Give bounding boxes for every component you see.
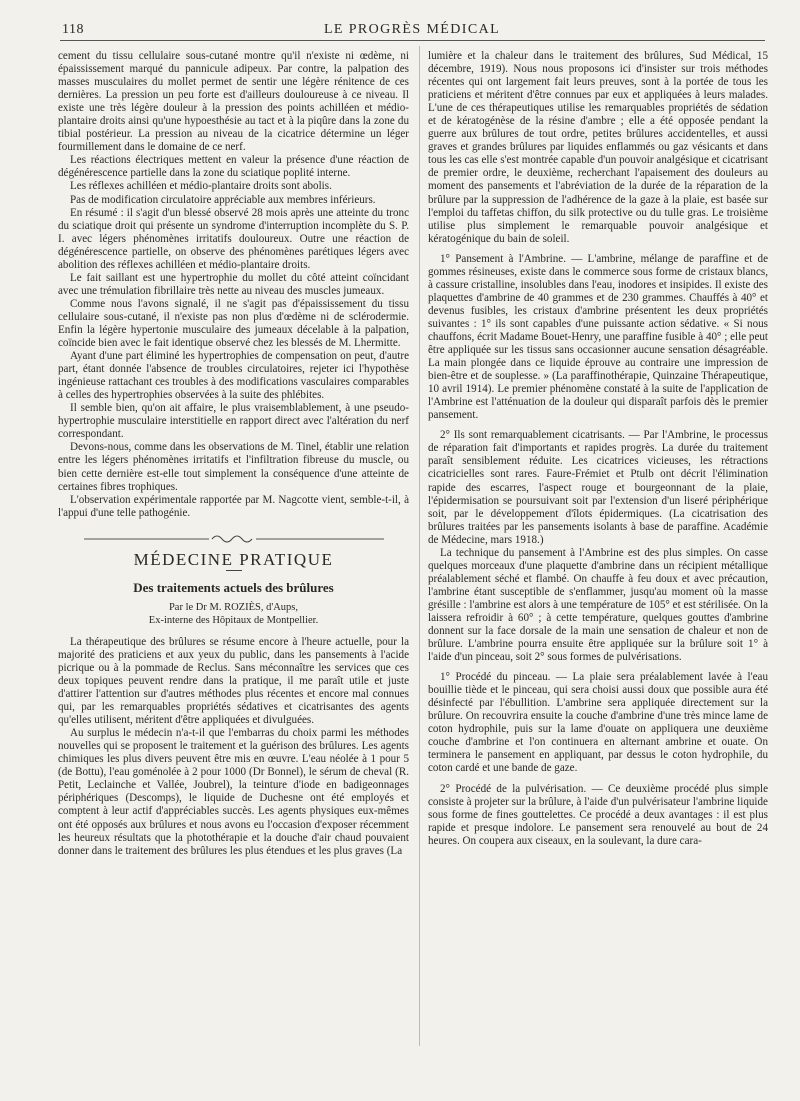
page-number: 118	[62, 22, 84, 37]
paragraph: cement du tissu cellulaire sous-cutané montre qu'il n'existe ni œdème, ni épaississement marqué du pannicule adipeux. Par contre, la palpation des masses musculaires du mollet permet de sentir une légère rénitence de ces dernières. La pression un peu forte est d'ailleurs douloureuse à ce niveau. Il existe une très légère douleur à la pression des points achilléen et médio-plantaire droits ainsi qu'une hypoesthésie au tact et à la piqûre dans la zone du tibial postérieur. La pression au niveau de la cicatrice détermine un léger fourmillement dans le domaine de ce nerf.	[58, 50, 409, 154]
page-header	[62, 18, 762, 42]
left-column	[58, 50, 409, 858]
paragraph: La thérapeutique des brûlures se résume encore à l'heure actuelle, pour la majorité des praticiens et aux yeux du public, dans les pansements à l'acide picrique ou à la pommade de Reclus. Sans méconnaître les services que ces deux topiques peuvent rendre dans la pratique, il me paraît utile et juste d'attirer l'attention sur d'autres méthodes plus récentes et encore mal connues qui, par les remarquables propriétés sédatives et cicatrisantes des agents qu'elles utilisent, méritent d'être appliquées et divulguées.	[58, 635, 409, 727]
article-byline: Par le Dr M. ROZIÈS, d'Aups,	[168, 601, 299, 613]
paragraph: 2° Procédé de la pulvérisation. — Ce deuxième procédé plus simple consiste à projeter sur la brûlure, à l'aide d'un pulvérisateur l'ambrine liquide sous forme de fines gouttelettes. Ce procédé a deux avantages : il est plus rapide et presque indolore. Le pansement sera renouvelé au bout de 24 heures. On coupera aux ciseaux, en la soulevant, la dure cara-	[428, 782, 768, 847]
paragraph: Comme nous l'avons signalé, il ne s'agit pas d'épaississement du tissu cellulaire sous-cutané, il n'existe pas non plus d'œdème ni de sclérodermie. Enfin la légère hypertonie musculaire des jumeaux décelable à la palpation, coïncide bien avec le fait identique observé chez les blessés de M. Lhermitte.	[58, 297, 409, 350]
paragraph: La technique du pansement à l'Ambrine est des plus simples. On casse quelques morceaux d'une plaquette d'ambrine dans un récipient métallique préalablement séché et flambé. On chauffe à feu doux et avec précaution, l'ambrine étant susceptible de s'enflammer, jusqu'au moment où la masse grésille : l'ambrine est alors à une température de 105° et est stérilisée. On la laissera refroidir à 60° ; à cette température, quelques gouttes d'ambrine donnent sur la face dorsale de la main une sensation de chaleur et non de brûlure. L'ambrine pourra ensuite être appliquée sur la brûlure soit 1° à l'aide d'un pinceau, soit 2° sous formes de pulvérisations.	[428, 546, 768, 664]
paragraph: Au surplus le médecin n'a-t-il que l'embarras du choix parmi les méthodes nouvelles qui se proposent le traitement et la guérison des brûlures. Les agents chimiques les plus divers peuvent être mis en œuvre. L'eau néolée à 1 pour 5 (de Bottu), l'eau goménolée à 2 pour 1000 (Dr Bonnel), le sérum de cheval (R. Petit, Leclainche et Vallée, Joubrel), la teinture d'iode en badigeonnages périphériques (Descomps), le liquide de Duchesne ont été employés et comptent à leur actif d'appréciables succès. Les agents physiques eux-mêmes ont été opposés aux brûlures et nous avons eu l'occasion d'exposer récemment les heureux résultats que la photothérapie et la douche d'air chaud pouvaient donner dans le traitement des brûlures les plus étendues et les plus graves (La	[58, 727, 409, 857]
section-title: MÉDECINE PRATIQUE	[133, 549, 334, 569]
title-rule	[226, 570, 242, 571]
paragraph: Les réactions électriques mettent en valeur la présence d'une réaction de dégénérescence partielle dans la zone du sciatique poplité interne.	[58, 154, 409, 180]
ornament-divider	[84, 533, 384, 545]
paragraph: lumière et la chaleur dans le traitement des brûlures, Sud Médical, 15 décembre, 1919). Nous nous proposons ici d'insister sur trois méthodes récentes qui ont largement fait leurs preuves, sont à la portée de tous les praticiens et méritent d'être connues par eux et appliquées à leurs malades. L'une de ces thérapeutiques utilise les remarquables propriétés de sédation et de kératogénèse de la résine d'ambre ; elle a été opposée pendant la guerre aux brûlures de tout ordre, petites brûlures accidentelles, et aussi graves et grandes brûlures par liquides enflammés ou gaz vésicants et dans tous les cas elle s'est montrée capable d'un pouvoir analgésique et cicatrisant de premier ordre, le deuxième, recherchant l'apaisement des douleurs au moment des pansements et l'abréviation de la durée de la réparation de la brûlure par la suppression de l'adhérence de la gaze à la plaie, est basée sur l'emploi du taffetas chiffon, du silk protective ou du tulle gras. Le troisième utilise plus simplement le remarquable pouvoir analgésique et kératogénique du bain de soleil.	[428, 50, 768, 245]
article-title: Des traitements actuels des brûlures	[133, 579, 334, 595]
paragraph: Les réflexes achilléen et médio-plantaire droits sont abolis.	[70, 180, 332, 193]
paragraph: Il semble bien, qu'on ait affaire, le plus vraisemblablement, à une pseudo-hypertrophie musculaire interstitielle en rapport direct avec l'altération du nerf correspondant.	[58, 402, 409, 441]
right-column	[428, 50, 768, 848]
paragraph: Devons-nous, comme dans les observations de M. Tinel, établir une relation entre les légers phénomènes irritatifs et l'infiltration fibreuse du muscle, ou bien cette dernière est-elle tout simplement la conséquence d'une atteinte de certaines fibres trophiques.	[58, 441, 409, 493]
journal-title: LE PROGRÈS MÉDICAL	[323, 22, 501, 37]
author-credentials: Ex-interne des Hôpitaux de Montpellier.	[148, 614, 319, 626]
paragraph: Pas de modification circulatoire appréciable aux membres inférieurs.	[70, 193, 376, 206]
paragraph: 1° Pansement à l'Ambrine. — L'ambrine, mélange de paraffine et de gommes résineuses, existe dans le commerce sous forme de cristaux blancs, à cassure cristalline, insolubles dans l'eau, inodores et insipides. Il existe des plaquettes d'ambrine de 40 grammes et de 230 grammes. Chauffés à 40° et devenus fusibles, les cristaux d'ambrine présentent les deux propriétés suivantes : 1° ils sont capables d'une puissante action sédative. « Si nous chauffons, écrit Madame Bouet-Henry, une paraffine fusible à 40° ; elle peut être appliquée sur les tissus sans occasionner aucune sensation désagréable. La main plongée dans ce liquide éprouve au contraire une impression de bien-être et de souplesse. » (La paraffinothérapie, Quinzaine Thérapeutique, 10 avril 1914). Le premier phénomène constaté à la suite de l'application de l'Ambrine est l'atténuation de la douleur qui disparaît parfois dès le premier pansement.	[428, 252, 769, 422]
paragraph: Ayant d'une part éliminé les hypertrophies de compensation on peut, d'autre part, étant donnée l'absence de troubles circulatoires, rejeter ici l'hypothèse ingénieuse rattachant ces troubles à des modifications vasculaires comparables à celles des hypertrophies observées à la suite des phlébites.	[58, 350, 409, 402]
paragraph: 1° Procédé du pinceau. — La plaie sera préalablement lavée à l'eau bouillie tiède et le pinceau, qui sera choisi aussi doux que possible aura été désinfecté par l'ébullition. L'ambrine sera appliquée directement sur la brûlure. On recouvrira ensuite la couche d'ambrine d'une très mince lame de coton hydrophile, puis sur la lame d'ouate on appliquera une deuxième couche d'ambrine et l'on continuera en alternant ambrine et ouate. On terminera le pansement en appliquant, par dessus le coton hydrophile, du coton cardé et une bande de gaze.	[428, 671, 768, 775]
paragraph: 2° Ils sont remarquablement cicatrisants. — Par l'Ambrine, le processus de réparation fait d'importants et rapides progrès. La durée du traitement paraît sensiblement réduite. Les cicatrices vicieuses, les rétractions cicatricielles sont rares. Faure-Frémiet et Ptulb ont décrit l'élimination rapide des escarres, l'aspect rouge et bourgeonnant de la plaie, l'épidermisation se poursuivant soit par l'extension d'un liseré périphérique soit, par le développement d'îlots épidermiques. (La cicatrisation des brûlures traitées par les pansements isolants à base de paraffine. Académie de Médecine, mars 1918.)	[428, 429, 768, 546]
header-rule	[60, 40, 765, 41]
paragraph: Le fait saillant est une hypertrophie du mollet du côté atteint coïncidant avec une trémulation fibrillaire très nette au niveau des muscles jumeaux.	[58, 271, 409, 297]
paragraph: L'observation expérimentale rapportée par M. Nagcotte vient, semble-t-il, à l'appui d'une telle pathogénie.	[58, 493, 409, 519]
paragraph: En résumé : il s'agit d'un blessé observé 28 mois après une atteinte du tronc du sciatique droit qui présente un syndrome d'interruption incomplète du S. P. I. avec légers phénomènes irritatifs douloureux. Outre une réaction de dégénérescence partielle, on observe des phénomènes parétiques légers avec abolition des réflexes achilléen et médio-plantaire droits.	[58, 206, 409, 271]
column-divider	[419, 46, 420, 1046]
